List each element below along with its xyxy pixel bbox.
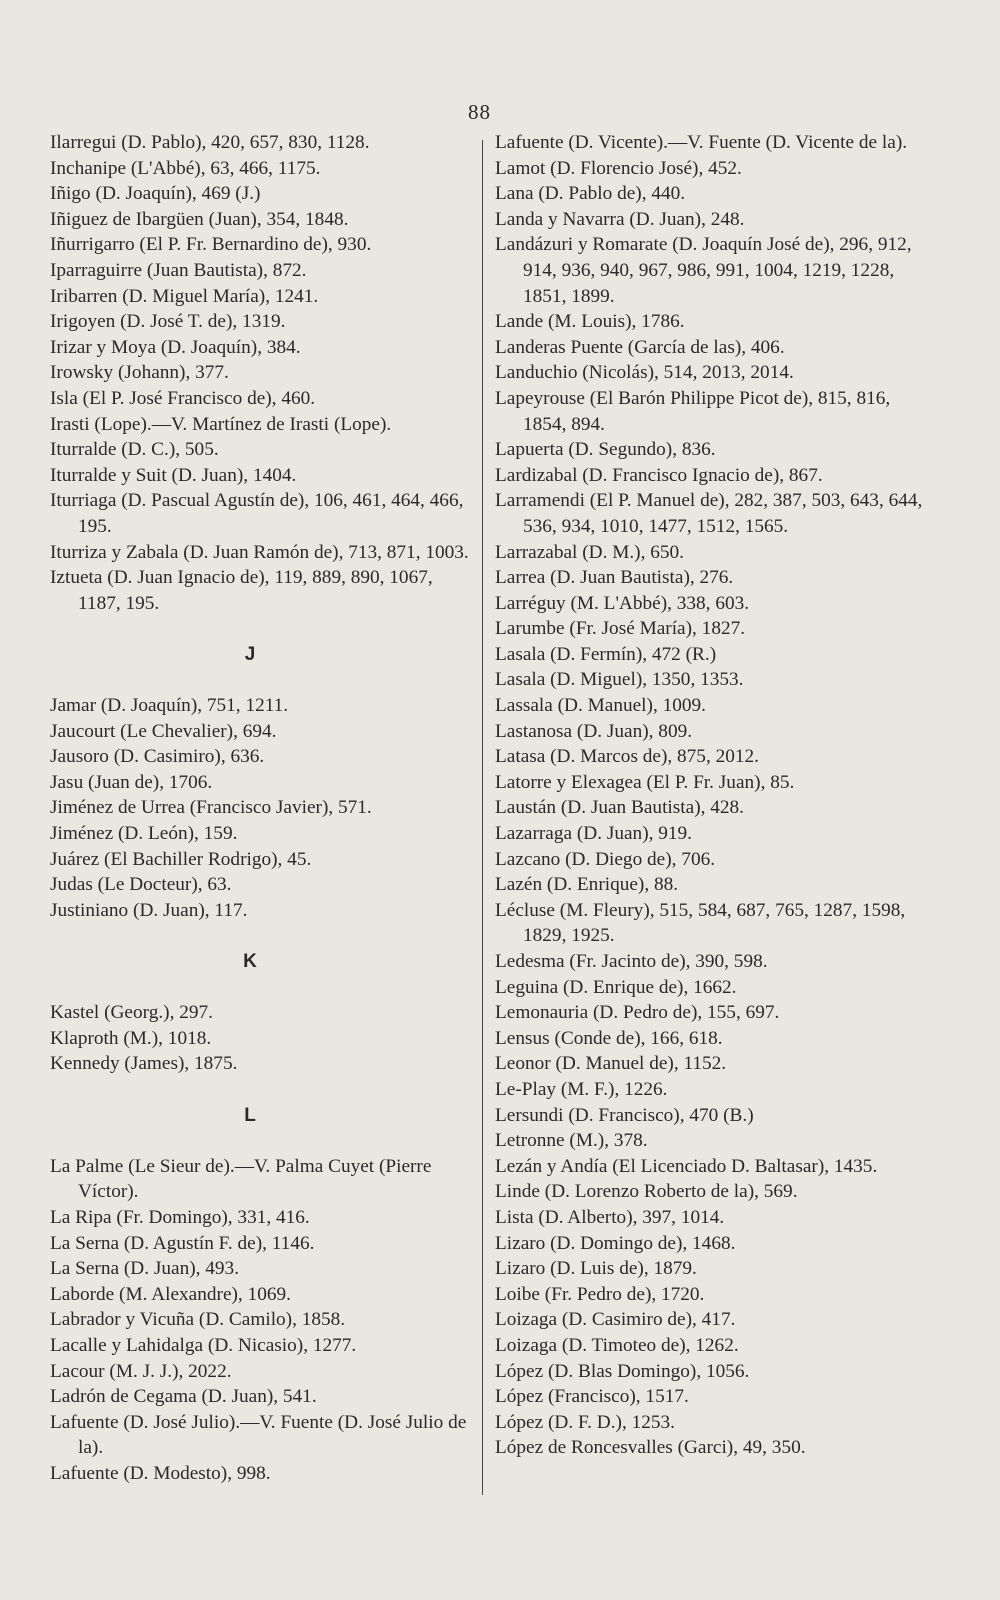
index-entry: Lardizabal (D. Francisco Ignacio de), 867. <box>495 464 823 486</box>
index-entry: Lacour (M. J. J.), 2022. <box>50 1360 232 1382</box>
index-entry: Iztueta (D. Juan Ignacio de), 119, 889, 890, 1067, 1187, 195. <box>50 567 433 614</box>
index-entry: Larrazabal (D. M.), 650. <box>495 541 684 563</box>
index-entry: Landa y Navarra (D. Juan), 248. <box>495 208 745 230</box>
section-heading-j: J <box>244 643 256 665</box>
index-entry: Iturralde y Suit (D. Juan), 1404. <box>50 464 297 486</box>
index-entry: Lasala (D. Fermín), 472 (R.) <box>495 643 717 665</box>
index-entry: Landuchio (Nicolás), 514, 2013, 2014. <box>495 362 794 384</box>
index-group-right <box>495 130 925 1461</box>
index-entry: Kastel (Georg.), 297. <box>50 1002 213 1024</box>
index-entry: Ilarregui (D. Pablo), 420, 657, 830, 1128. <box>50 132 370 153</box>
index-entry: Linde (D. Lorenzo Roberto de la), 569. <box>495 1181 798 1203</box>
index-entry: Landázuri y Romarate (D. Joaquín José de), 296, 912, 914, 936, 940, 967, 986, 991, 1004, 1219, 1228, 1851, 1899. <box>495 234 912 307</box>
index-entry: López (D. Blas Domingo), 1056. <box>495 1360 750 1382</box>
index-entry: Iñigo (D. Joaquín), 469 (J.) <box>50 183 261 205</box>
index-entry: Lazén (D. Enrique), 88. <box>495 874 679 896</box>
index-entry: Le-Play (M. F.), 1226. <box>495 1078 668 1100</box>
index-entry: Irizar y Moya (D. Joaquín), 384. <box>50 336 301 358</box>
index-group-l <box>50 1154 480 1487</box>
index-entry: Lacalle y Lahidalga (D. Nicasio), 1277. <box>50 1334 357 1356</box>
index-entry: Jamar (D. Joaquín), 751, 1211. <box>50 695 289 717</box>
index-entry: La Ripa (Fr. Domingo), 331, 416. <box>50 1206 310 1228</box>
index-entry: López (Francisco), 1517. <box>495 1386 689 1408</box>
index-entry: Landeras Puente (García de las), 406. <box>495 336 785 358</box>
index-entry: López de Roncesvalles (Garci), 49, 350. <box>495 1437 806 1459</box>
index-entry: Lafuente (D. Modesto), 998. <box>50 1462 271 1484</box>
page-number: 88 <box>468 100 491 124</box>
index-entry: Jasu (Juan de), 1706. <box>50 771 213 793</box>
index-entry: Lezán y Andía (El Licenciado D. Baltasar), 1435. <box>495 1155 878 1177</box>
index-entry: Lamot (D. Florencio José), 452. <box>495 157 742 179</box>
index-entry: Iribarren (D. Miguel María), 1241. <box>50 285 319 307</box>
index-entry: Iturriaga (D. Pascual Agustín de), 106, 461, 464, 466, 195. <box>50 490 464 537</box>
index-entry: Lapuerta (D. Segundo), 836. <box>495 439 716 461</box>
left-column <box>50 130 480 1486</box>
index-entry: Irasti (Lope).—V. Martínez de Irasti (Lope). <box>50 413 392 435</box>
index-entry: Lassala (D. Manuel), 1009. <box>495 695 706 717</box>
index-entry: Jiménez (D. León), 159. <box>50 823 238 845</box>
index-group-k <box>50 1000 480 1077</box>
index-entry: Lemonauria (D. Pedro de), 155, 697. <box>495 1002 780 1024</box>
index-entry: Loizaga (D. Casimiro de), 417. <box>495 1309 736 1331</box>
index-entry: Jaucourt (Le Chevalier), 694. <box>50 720 277 742</box>
index-entry: Leonor (D. Manuel de), 1152. <box>495 1053 727 1075</box>
index-entry: Irowsky (Johann), 377. <box>50 362 229 384</box>
index-entry: La Serna (D. Juan), 493. <box>50 1258 240 1280</box>
index-entry: Labrador y Vicuña (D. Camilo), 1858. <box>50 1309 346 1331</box>
index-entry: Iparraguirre (Juan Bautista), 872. <box>50 259 307 281</box>
index-entry: Laustán (D. Juan Bautista), 428. <box>495 797 744 819</box>
index-group-i <box>50 130 480 616</box>
index-entry: Lapeyrouse (El Barón Philippe Picot de), 815, 816, 1854, 894. <box>495 387 891 435</box>
index-entry: Lazcano (D. Diego de), 706. <box>495 848 716 870</box>
index-entry: Letronne (M.), 378. <box>495 1130 648 1152</box>
index-entry: Iñurrigarro (El P. Fr. Bernardino de), 930. <box>50 234 372 256</box>
index-entry: Kennedy (James), 1875. <box>50 1053 238 1075</box>
index-entry: Latasa (D. Marcos de), 875, 2012. <box>495 746 759 768</box>
section-heading-l: L <box>244 1104 256 1126</box>
index-entry: Ladrón de Cegama (D. Juan), 541. <box>50 1386 317 1408</box>
index-entry: Lécluse (M. Fleury), 515, 584, 687, 765, 1287, 1598, 1829, 1925. <box>495 899 906 947</box>
index-entry: Lista (D. Alberto), 397, 1014. <box>495 1206 725 1228</box>
index-entry: Loibe (Fr. Pedro de), 1720. <box>495 1283 705 1305</box>
index-entry: Lafuente (D. José Julio).—V. Fuente (D. José Julio de la). <box>50 1411 467 1459</box>
index-entry: Larrea (D. Juan Bautista), 276. <box>495 567 734 589</box>
index-entry: Jiménez de Urrea (Francisco Javier), 571. <box>50 797 372 819</box>
index-entry: Judas (Le Docteur), 63. <box>50 874 232 896</box>
index-entry: Inchanipe (L'Abbé), 63, 466, 1175. <box>50 157 321 179</box>
index-entry: López (D. F. D.), 1253. <box>495 1411 675 1433</box>
index-entry: La Palme (Le Sieur de).—V. Palma Cuyet (Pierre Víctor). <box>50 1155 432 1203</box>
index-entry: Larramendi (El P. Manuel de), 282, 387, 503, 643, 644, 536, 934, 1010, 1477, 1512, 1565. <box>495 490 923 537</box>
index-entry: Iñiguez de Ibargüen (Juan), 354, 1848. <box>50 208 349 230</box>
index-entry: Juárez (El Bachiller Rodrigo), 45. <box>50 848 312 870</box>
index-entry: Jausoro (D. Casimiro), 636. <box>50 746 265 768</box>
index-entry: Latorre y Elexagea (El P. Fr. Juan), 85. <box>495 771 795 793</box>
index-entry: Lasala (D. Miguel), 1350, 1353. <box>495 669 744 691</box>
index-entry: Irigoyen (D. José T. de), 1319. <box>50 311 286 333</box>
index-entry: Lensus (Conde de), 166, 618. <box>495 1027 723 1049</box>
index-entry: Lazarraga (D. Juan), 919. <box>495 823 693 845</box>
index-entry: Leguina (D. Enrique de), 1662. <box>495 976 737 998</box>
index-entry: Loizaga (D. Timoteo de), 1262. <box>495 1334 739 1356</box>
index-entry: Lersundi (D. Francisco), 470 (B.) <box>495 1104 754 1126</box>
index-entry: Laborde (M. Alexandre), 1069. <box>50 1283 291 1305</box>
index-entry: Lande (M. Louis), 1786. <box>495 311 685 333</box>
index-entry: Lana (D. Pablo de), 440. <box>495 183 686 205</box>
index-entry: Ledesma (Fr. Jacinto de), 390, 598. <box>495 951 768 972</box>
index-entry: Justiniano (D. Juan), 117. <box>50 899 248 921</box>
index-entry: Isla (El P. José Francisco de), 460. <box>50 387 316 409</box>
column-divider <box>482 140 483 1495</box>
section-heading-k: K <box>243 951 257 972</box>
index-entry: Lizaro (D. Domingo de), 1468. <box>495 1232 736 1254</box>
index-entry: Larréguy (M. L'Abbé), 338, 603. <box>495 592 750 614</box>
index-entry: Iturralde (D. C.), 505. <box>50 439 219 461</box>
right-column <box>495 130 925 1461</box>
index-entry: Klaproth (M.), 1018. <box>50 1027 212 1049</box>
index-entry: Lafuente (D. Vicente).—V. Fuente (D. Vicente de la). <box>495 132 908 153</box>
index-entry: La Serna (D. Agustín F. de), 1146. <box>50 1232 315 1254</box>
index-entry: Iturriza y Zabala (D. Juan Ramón de), 713, 871, 1003. <box>50 541 469 563</box>
index-entry: Lastanosa (D. Juan), 809. <box>495 720 693 742</box>
index-group-j <box>50 693 480 923</box>
index-entry: Lizaro (D. Luis de), 1879. <box>495 1258 697 1280</box>
index-entry: Larumbe (Fr. José María), 1827. <box>495 618 746 640</box>
